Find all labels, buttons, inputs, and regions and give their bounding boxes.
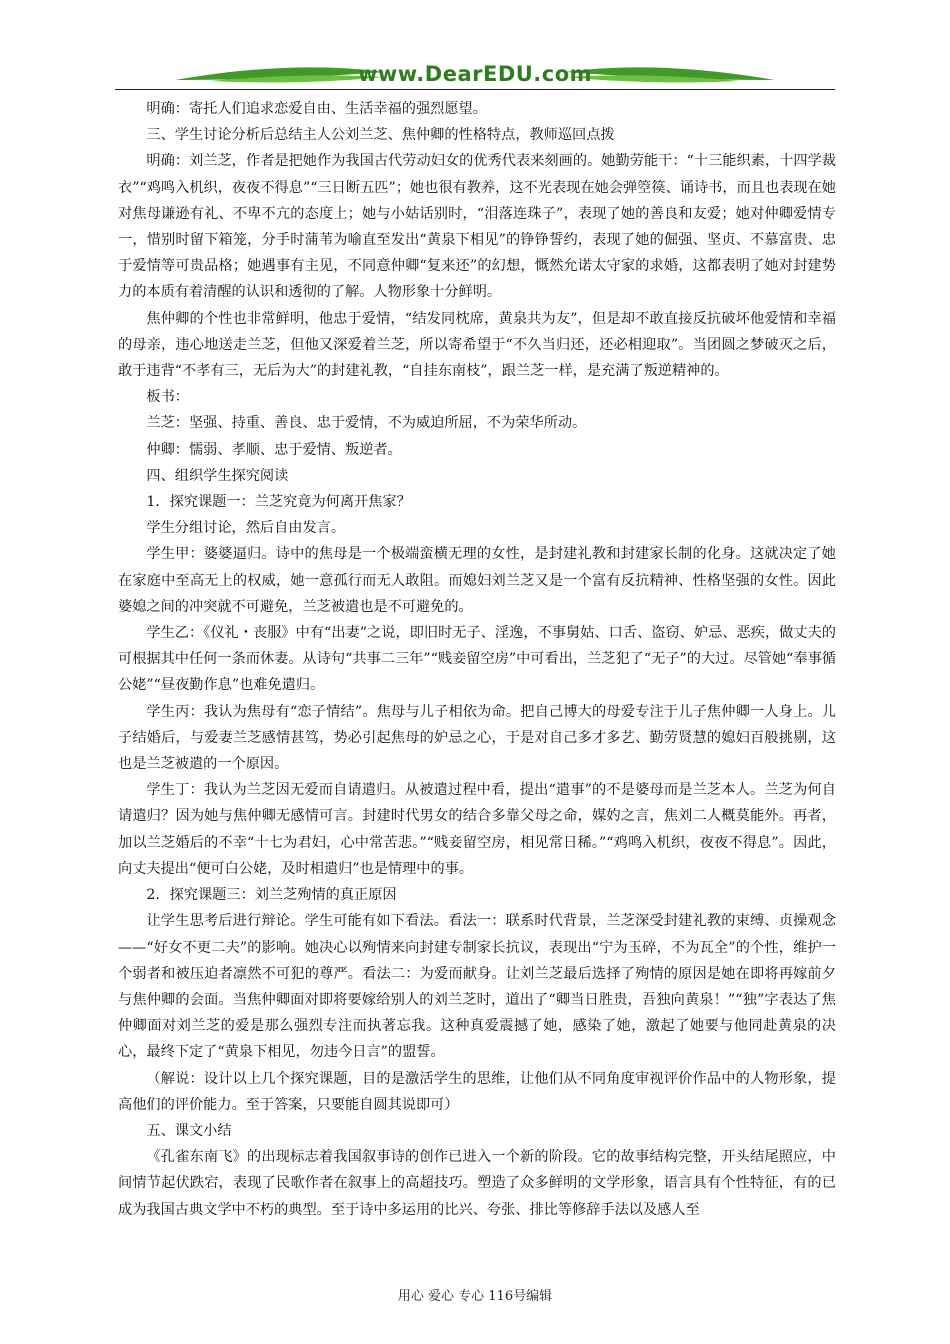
paragraph: （解说：设计以上几个探究课题，目的是激活学生的思维，让他们从不同角度审视评价作品中的人物形象，提高他们的评价能力。至于答案，只要能自圆其说即可） [118,1070,836,1113]
paragraph: 学生乙：《仪礼・丧服》中有“出妻”之说，即旧时无子、淫逸，不事舅姑、口舌、盗窃、妒忌、恶疾，做丈夫的可根据其中任何一条而休妻。从诗句“共事二三年”“贱妾留空房”中可看出，兰芝犯了“无子”的大过。尽管她“奉事循公姥”“昼夜勤作息”也难免遣归。 [118,625,836,694]
section-heading: 四、组织学生探究阅读 [146,467,289,484]
header-divider [115,89,835,90]
document-body [118,96,836,1223]
subsection-heading: 1．探究课题一：兰芝究竟为何离开焦家？ [146,494,411,511]
paragraph: 《孔雀东南飞》的出现标志着我国叙事诗的创作已进入一个新的阶段。它的故事结构完整，开头结尾照应，中间情节起伏跌宕，表现了民歌作者在叙事上的高超技巧。塑造了众多鲜明的文学形象，语言具有个性特征，有的已成为我国古典文学中不朽的典型。至于诗中多运用的比兴、夸张、排比等修辞手法以及感人至 [118,1149,836,1218]
paragraph: 仲卿：懦弱、孝顺、忠于爱情、叛逆者。 [146,441,402,458]
section-heading: 三、学生讨论分析后总结主人公刘兰芝、焦仲卿的性格特点，教师巡回点拨 [146,127,615,144]
paragraph: 学生丙：我认为焦母有“恋子情结”。焦母与儿子相依为命。把自己博大的母爱专注于儿子焦仲卿一人身上。儿子结婚后，与爱妻兰芝感情甚笃，势必引起焦母的妒忌之心，于是对自己多才多艺、勤劳贤慧的媳妇百般挑剔，这也是兰芝被遣的一个原因。 [118,703,836,773]
paragraph: 板书： [146,389,189,406]
paragraph: 学生甲：婆婆逼归。诗中的焦母是一个极端蛮横无理的女性，是封建礼教和封建家长制的化身。这就决定了她在家庭中至高无上的权威，她一意孤行而无人敢阻。而媳妇刘兰芝又是一个富有反抗精神、性格坚强的女性。因此婆媳之间的冲突就不可避免，兰芝被遣也是不可避免的。 [118,546,836,615]
paragraph: 学生丁：我认为兰芝因无爱而自请遣归。从被遣过程中看，提出“遣事”的不是婆母而是兰芝本人。兰芝为何自请遣归？因为她与焦仲卿无感情可言。封建时代男女的结合多靠父母之命，媒妁之言，焦刘二人概莫能外。再者，加以兰芝婚后的不幸“十七为君妇，心中常苦悲。”“贱妾留空房，相见常日稀。”“鸡鸣入机织，夜夜不得息”。因此，向丈夫提出“便可白公姥，及时相遣归”也是情理中的事。 [118,782,836,877]
paragraph: 让学生思考后进行辩论。学生可能有如下看法。看法一：联系时代背景，兰芝深受封建礼教的束缚、贞操观念——“好女不更二夫”的影响。她决心以殉情来向封建专制家长抗议，表现出“宁为玉碎，不为瓦全”的个性，维护一个弱者和被压迫者凛然不可犯的尊严。看法二：为爱而献身。让刘兰芝最后选择了殉情的原因是她在即将再嫁前夕与焦仲卿的会面。当焦仲卿面对即将要嫁给别人的刘兰芝时，道出了“卿当日胜贵，吾独向黄泉！”“独”字表达了焦仲卿面对刘兰芝的爱是那么强烈专注而执著忘我。这种真爱震撼了她，感染了她，激起了她要与他同赴黄泉的决心，最终下定了“黄泉下相见，勿违今日言”的盟誓。 [118,913,836,1061]
paragraph: 兰芝：坚强、持重、善良、忠于爱情，不为威迫所屈，不为荣华所动。 [146,415,587,432]
paragraph: 明确：刘兰芝，作者是把她作为我国古代劳动妇女的优秀代表来刻画的。她勤劳能干：“十三能织素，十四学裁衣”“鸡鸣入机织，夜夜不得息”“三日断五匹”；她也很有教养，这不光表现在她会弹箜篌、诵诗书，而且也表现在她对焦母谦逊有礼、不卑不亢的态度上；她与小姑话别时，“泪落连珠子”，表现了她的善良和友爱；她对仲卿爱情专一，惜别时留下箱笼，分手时蒲苇为喻直至发出“黄泉下相见”的铮铮誓约，表现了她的倔强、坚贞、不慕富贵、忠于爱情等可贵品格；她遇事有主见，不同意仲卿“复来还”的幻想，慨然允诺太守家的求婚，这都表明了她对封建势力的本质有着清醒的认识和透彻的了解。人物形象十分鲜明。 [118,153,836,301]
paragraph: 焦仲卿的个性也非常鲜明，他忠于爱情，“结发同枕席，黄泉共为友”，但是却不敢直接反抗破坏他爱情和幸福的母亲，违心地送走兰芝，但他又深爱着兰芝，所以寄希望于“不久当归还，还必相迎取”。当团圆之梦破灭之后，敢于违背“不孝有三，无后为大”的封建礼教，“自挂东南枝”，跟兰芝一样，是充满了叛逆精神的。 [118,310,836,380]
subsection-heading: 2．探究课题三：刘兰芝殉情的真正原因 [146,887,397,904]
paragraph: 学生分组讨论，然后自由发言。 [146,520,346,537]
page-footer: 用心 爱心 专心 116号编辑 [397,1289,553,1304]
paragraph: 明确：寄托人们追求恋爱自由、生活幸福的强烈愿望。 [146,101,487,117]
section-heading: 五、课文小结 [146,1122,232,1139]
site-title: www.DearEDU.com [357,62,593,86]
